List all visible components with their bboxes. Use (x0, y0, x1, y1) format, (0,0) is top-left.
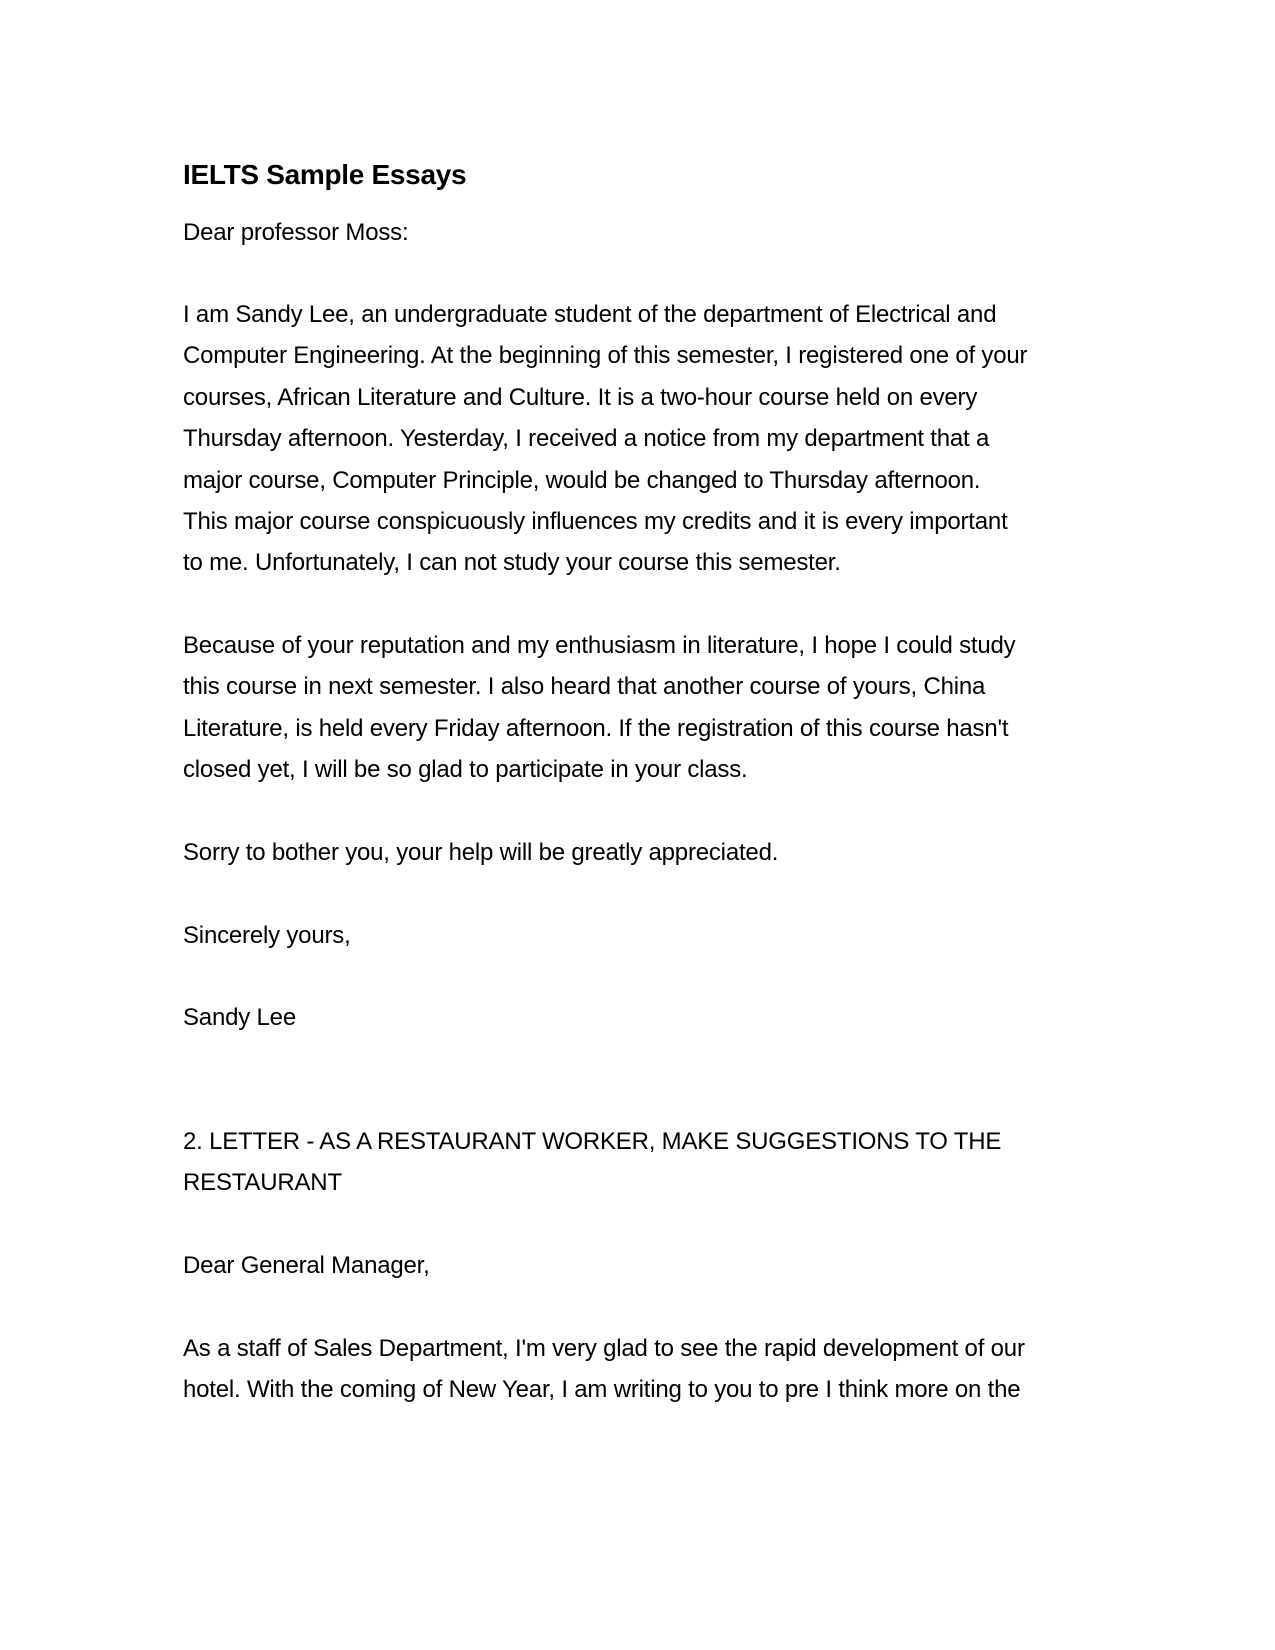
letter1-p1-line: Computer Engineering. At the beginning of this semester, I registered one of your (183, 342, 1028, 369)
section2-p1-line: As a staff of Sales Department, I'm very glad to see the rapid development of our (183, 1335, 1025, 1362)
letter1-closing: Sincerely yours, (183, 922, 351, 949)
letter1-p1-line: major course, Computer Principle, would be changed to Thursday afternoon. (183, 467, 981, 494)
letter1-p3: Sorry to bother you, your help will be greatly appreciated. (183, 839, 779, 866)
letter1-p1-line: I am Sandy Lee, an undergraduate student of the department of Electrical and (183, 301, 997, 328)
letter1-p2-line: closed yet, I will be so glad to participate in your class. (183, 756, 748, 783)
letter1-signature: Sandy Lee (183, 1004, 296, 1031)
document-title: IELTS Sample Essays (183, 159, 467, 190)
section2-salutation: Dear General Manager, (183, 1252, 430, 1279)
letter1-p2-line: this course in next semester. I also heard that another course of yours, China (183, 673, 986, 700)
letter1-p1-line: courses, African Literature and Culture. It is a two-hour course held on every (183, 384, 978, 411)
letter1-p2-line: Because of your reputation and my enthusiasm in literature, I hope I could study (183, 632, 1016, 659)
section2-p1-line: hotel. With the coming of New Year, I am writing to you to pre I think more on the (183, 1376, 1021, 1403)
letter1-p2-line: Literature, is held every Friday afternoon. If the registration of this course hasn't (183, 715, 1009, 742)
letter1-p1-line: This major course conspicuously influences my credits and it is every important (183, 508, 1008, 535)
section2-heading-line: 2. LETTER - AS A RESTAURANT WORKER, MAKE SUGGESTIONS TO THE (183, 1128, 1002, 1155)
letter1-salutation: Dear professor Moss: (183, 219, 409, 246)
section2-heading-line: RESTAURANT (183, 1169, 342, 1196)
letter1-p1-line: to me. Unfortunately, I can not study your course this semester. (183, 549, 841, 576)
letter1-p1-line: Thursday afternoon. Yesterday, I received a notice from my department that a (183, 425, 990, 452)
